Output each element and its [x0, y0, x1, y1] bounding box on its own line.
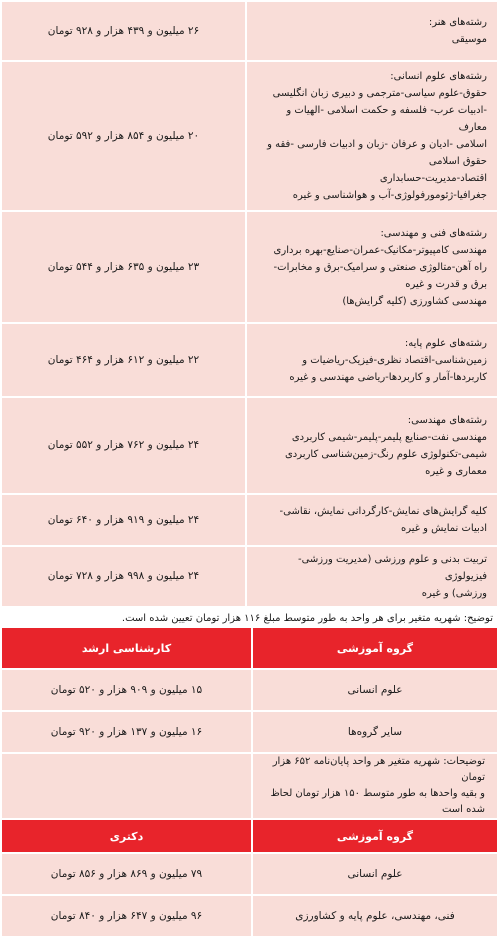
- fee-cell: ۱۶ میلیون و ۱۳۷ هزار و ۹۲۰ تومان: [2, 712, 253, 752]
- fee-cell: ۲۴ میلیون و ۹۱۹ هزار و ۶۴۰ تومان: [2, 495, 247, 545]
- field-line: شیمی-تکنولوژی علوم رنگ-زمین‌شناسی کاربردی: [284, 448, 487, 460]
- bachelor-fees-table: [2, 0, 497, 608]
- table-row: [2, 62, 497, 210]
- field-line: معماری و غیره: [425, 465, 487, 477]
- group-cell: علوم انسانی: [253, 854, 497, 894]
- field-cell: [247, 547, 497, 606]
- field-line: اسلامی -ادیان و عرفان -زبان و ادبیات فارسی -فقه و: [267, 139, 487, 150]
- field-cell: [247, 2, 497, 60]
- footnote-cell: [253, 754, 497, 818]
- header-group: گروه آموزشی: [253, 628, 497, 668]
- fee-cell: ۲۲ میلیون و ۶۱۲ هزار و ۴۶۴ تومان: [2, 324, 247, 396]
- fee-cell: ۷۹ میلیون و ۸۶۹ هزار و ۸۵۶ تومان: [2, 854, 253, 894]
- field-line: حقوق-علوم سیاسی-مترجمی و دبیری زبان انگلیسی: [272, 88, 487, 99]
- table-row: [2, 495, 497, 545]
- table-row: [2, 854, 497, 894]
- group-cell: علوم انسانی: [253, 670, 497, 710]
- field-line: زمین‌شناسی-اقتصاد نظری-فیزیک-ریاضیات و: [302, 354, 487, 366]
- table-row: [2, 212, 497, 322]
- field-title: رشته‌های هنر:: [428, 17, 487, 28]
- group-cell: فنی، مهندسی، علوم پایه و کشاورزی: [253, 896, 497, 936]
- table-row: [2, 712, 497, 752]
- fee-cell: ۲۶ میلیون و ۴۳۹ هزار و ۹۲۸ تومان: [2, 2, 247, 60]
- field-cell: [247, 324, 497, 396]
- table-row: [2, 324, 497, 396]
- field-line: مهندسی نفت-صنایع پلیمر-پلیمر-شیمی کاربردی: [291, 431, 487, 443]
- group-cell: سایر گروه‌ها: [253, 712, 497, 752]
- footnote-line: و بقیه واحدها به طور متوسط ۱۵۰ هزار تومان لحاظ شده است: [270, 788, 485, 815]
- field-line: اقتصاد-مدیریت-حسابداری: [379, 173, 487, 184]
- master-fees-table: [2, 626, 497, 820]
- table-row: [2, 398, 497, 493]
- field-line: کاربردها-آمار و کاربردها-ریاضی مهندسی و غیره: [289, 371, 487, 383]
- field-line: موسیقی: [451, 34, 487, 45]
- field-title: رشته‌های علوم پایه:: [404, 337, 487, 349]
- table-row: [2, 2, 497, 60]
- field-line: برق و قدرت و غیره: [405, 278, 487, 290]
- fee-cell: ۲۴ میلیون و ۹۹۸ هزار و ۷۲۸ تومان: [2, 547, 247, 606]
- table-row: [2, 754, 497, 818]
- field-line: جغرافیا-ژئومورفولوژی-آب و هواشناسی و غیره: [292, 190, 487, 201]
- fee-cell: ۱۵ میلیون و ۹۰۹ هزار و ۵۲۰ تومان: [2, 670, 253, 710]
- footnote-line: توضیحات: شهریه متغیر هر واحد پایان‌نامه ۶۵۲ هزار تومان: [272, 756, 485, 783]
- header-group: گروه آموزشی: [253, 820, 497, 852]
- header-fee: کارشناسی ارشد: [2, 628, 253, 668]
- field-line: حقوق اسلامی: [428, 156, 487, 167]
- field-cell: [247, 398, 497, 493]
- field-line: ورزشی) و غیره: [421, 588, 487, 599]
- fee-cell: ۲۳ میلیون و ۶۳۵ هزار و ۵۴۴ تومان: [2, 212, 247, 322]
- field-line: مهندسی کشاورزی (کلیه گرایش‌ها): [342, 295, 487, 307]
- doctorate-fees-table: [2, 818, 497, 938]
- fee-cell: ۹۶ میلیون و ۶۴۷ هزار و ۸۴۰ تومان: [2, 896, 253, 936]
- table-header-row: [2, 820, 497, 852]
- table-row: [2, 896, 497, 936]
- variable-fee-note: توضیح: شهریه متغیر برای هر واحد به طور متوسط مبلغ ۱۱۶ هزار تومان تعیین شده است.: [121, 613, 493, 624]
- field-line: راه آهن-متالوژی صنعتی و سرامیک-برق و مخابرات-: [273, 261, 487, 273]
- field-title: رشته‌های مهندسی:: [407, 414, 487, 426]
- field-line: مهندسی کامپیوتر-مکانیک-عمران-صنایع-بهره برداری: [273, 244, 487, 256]
- field-line: ادبیات نمایش و غیره: [400, 523, 487, 534]
- fee-cell: ۲۴ میلیون و ۷۶۲ هزار و ۵۵۲ تومان: [2, 398, 247, 493]
- field-line: -ادبیات عرب- فلسفه و حکمت اسلامی -الهیات و معارف: [286, 105, 487, 133]
- header-fee: دکتری: [2, 820, 253, 852]
- table-header-row: [2, 628, 497, 668]
- field-title: رشته‌های علوم انسانی:: [390, 71, 487, 82]
- field-line: کلیه گرایش‌های نمایش-کارگردانی نمایش، نقاشی-: [279, 506, 487, 517]
- table-row: [2, 547, 497, 606]
- fee-cell: ۲۰ میلیون و ۸۵۴ هزار و ۵۹۲ تومان: [2, 62, 247, 210]
- field-cell: [247, 495, 497, 545]
- field-cell: [247, 212, 497, 322]
- field-line: تربیت بدنی و علوم ورزشی (مدیریت ورزشی-فیزیولوژی: [297, 554, 487, 582]
- empty-cell: [2, 754, 253, 818]
- table-row: [2, 670, 497, 710]
- field-title: رشته‌های فنی و مهندسی:: [380, 227, 487, 239]
- field-cell: [247, 62, 497, 210]
